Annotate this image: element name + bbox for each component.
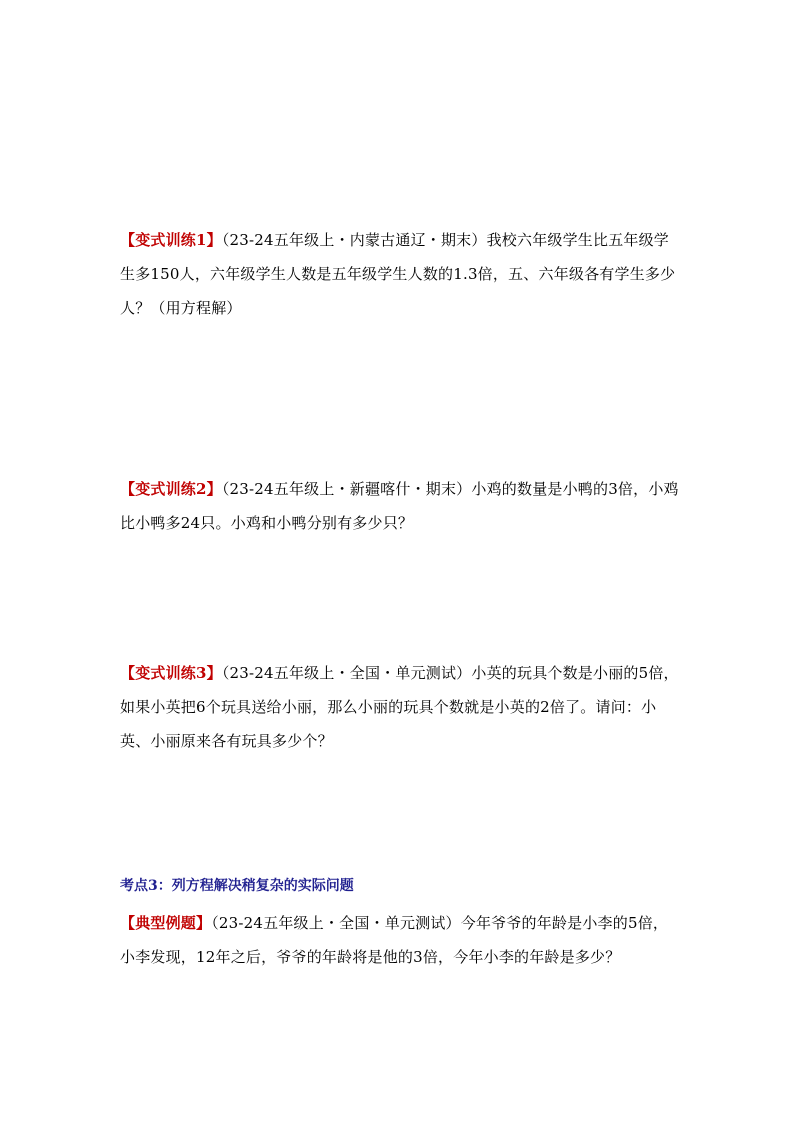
typical-example-question: [120, 906, 680, 974]
question-variant-training-2: [120, 472, 680, 540]
question-tag: 【变式训练1】: [120, 231, 222, 249]
question-text: （23-24五年级上・全国・单元测试）小英的玩具个数是小丽的5倍，如果小英把6个玩具送给小丽，那么小丽的玩具个数就是小英的2倍了。请问：小英、小丽原来各有玩具多少个？: [120, 664, 679, 750]
question-variant-training-1: [120, 223, 680, 325]
question-tag: 【变式训练3】: [120, 664, 222, 682]
section-heading: 考点3：列方程解决稍复杂的实际问题: [120, 878, 354, 894]
question-tag: 【典型例题】: [120, 914, 212, 932]
question-text: （23-24五年级上・全国・单元测试）今年爷爷的年龄是小李的5倍，小李发现，12年之后，爷爷的年龄将是他的3倍，今年小李的年龄是多少？: [120, 914, 669, 966]
question-tag: 【变式训练2】: [120, 480, 222, 498]
question-variant-training-3: [120, 656, 680, 758]
question-text: （23-24五年级上・新疆喀什・期末）小鸡的数量是小鸭的3倍，小鸡比小鸭多24只。小鸡和小鸭分别有多少只？: [120, 480, 679, 532]
question-text: （23-24五年级上・内蒙古通辽・期末）我校六年级学生比五年级学生多150人，六年级学生人数是五年级学生人数的1.3倍，五、六年级各有学生多少人？（用方程解）: [120, 231, 676, 317]
